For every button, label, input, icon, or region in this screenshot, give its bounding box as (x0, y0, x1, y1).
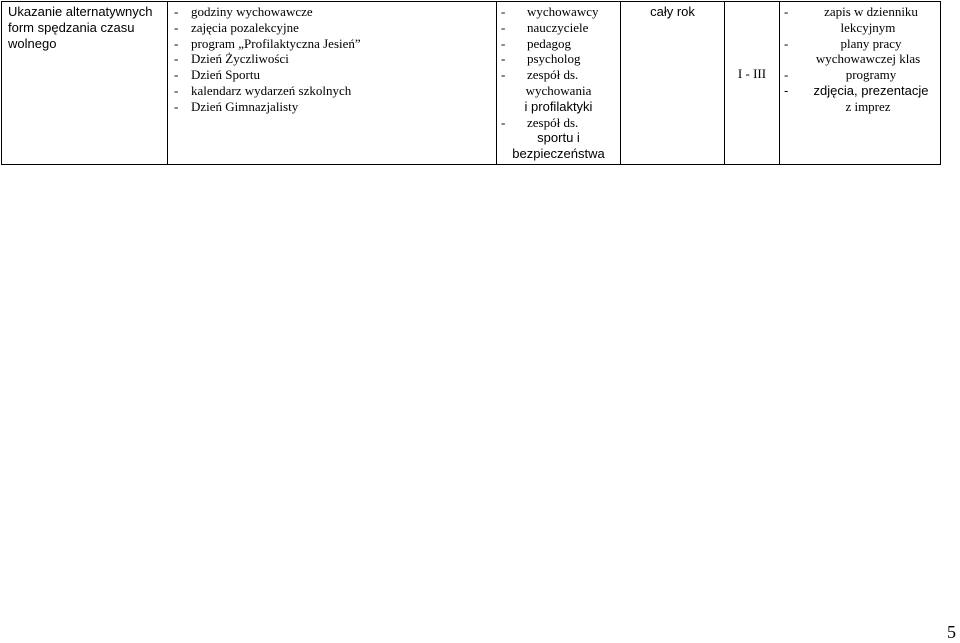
list-item: - psycholog (501, 51, 581, 67)
grades-cell (725, 2, 780, 165)
task-cell (2, 2, 168, 165)
list-item: - wychowawcy (501, 4, 599, 19)
list-item: - Dzień Gimnazjalisty (174, 98, 299, 114)
list-item: - nauczyciele (501, 19, 589, 35)
list-item-continuation: wychowawczej klas (815, 51, 921, 67)
list-item: - kalendarz wydarzeń szkolnych (174, 82, 352, 98)
list-item: - zapis w dzienniku (784, 4, 918, 19)
list-item: - zespół ds. (501, 67, 579, 83)
page-number: 5 (947, 622, 956, 642)
responsible-cell (497, 2, 621, 165)
list-item-continuation: i profilaktyki (524, 98, 593, 114)
list-item-continuation: wychowania (525, 82, 592, 98)
list-item: - plany pracy (784, 35, 902, 51)
list-item-continuation: bezpieczeństwa (512, 146, 605, 162)
timeframe-cell (621, 2, 725, 165)
grades-text: I - III (737, 66, 767, 81)
plan-table (1, 1, 941, 165)
list-item: - programy (784, 67, 897, 83)
activities-cell (168, 2, 497, 165)
list-item: - pedagog (501, 35, 572, 51)
list-item: - zajęcia pozalekcyjne (174, 19, 299, 35)
task-line: Ukazanie alternatywnych (8, 4, 153, 19)
list-item-continuation: z imprez (845, 98, 891, 114)
timeframe-text: cały rok (650, 4, 695, 19)
list-item: - godziny wychowawcze (174, 4, 313, 19)
table-row (2, 2, 941, 165)
list-item-continuation: lekcyjnym (840, 19, 896, 35)
list-item: - program „Profilaktyczna Jesień” (174, 35, 361, 51)
evaluation-cell (780, 2, 941, 165)
task-line: wolnego (8, 35, 57, 51)
list-item-continuation: sportu i (537, 130, 580, 146)
list-item: - zdjęcia, prezentacje (784, 82, 929, 98)
list-item: - Dzień Sportu (174, 67, 260, 83)
list-item: - Dzień Życzliwości (174, 51, 289, 67)
activities-list (168, 2, 496, 115)
task-line: form spędzania czasu (8, 19, 135, 35)
list-item: - zespół ds. (501, 114, 579, 130)
